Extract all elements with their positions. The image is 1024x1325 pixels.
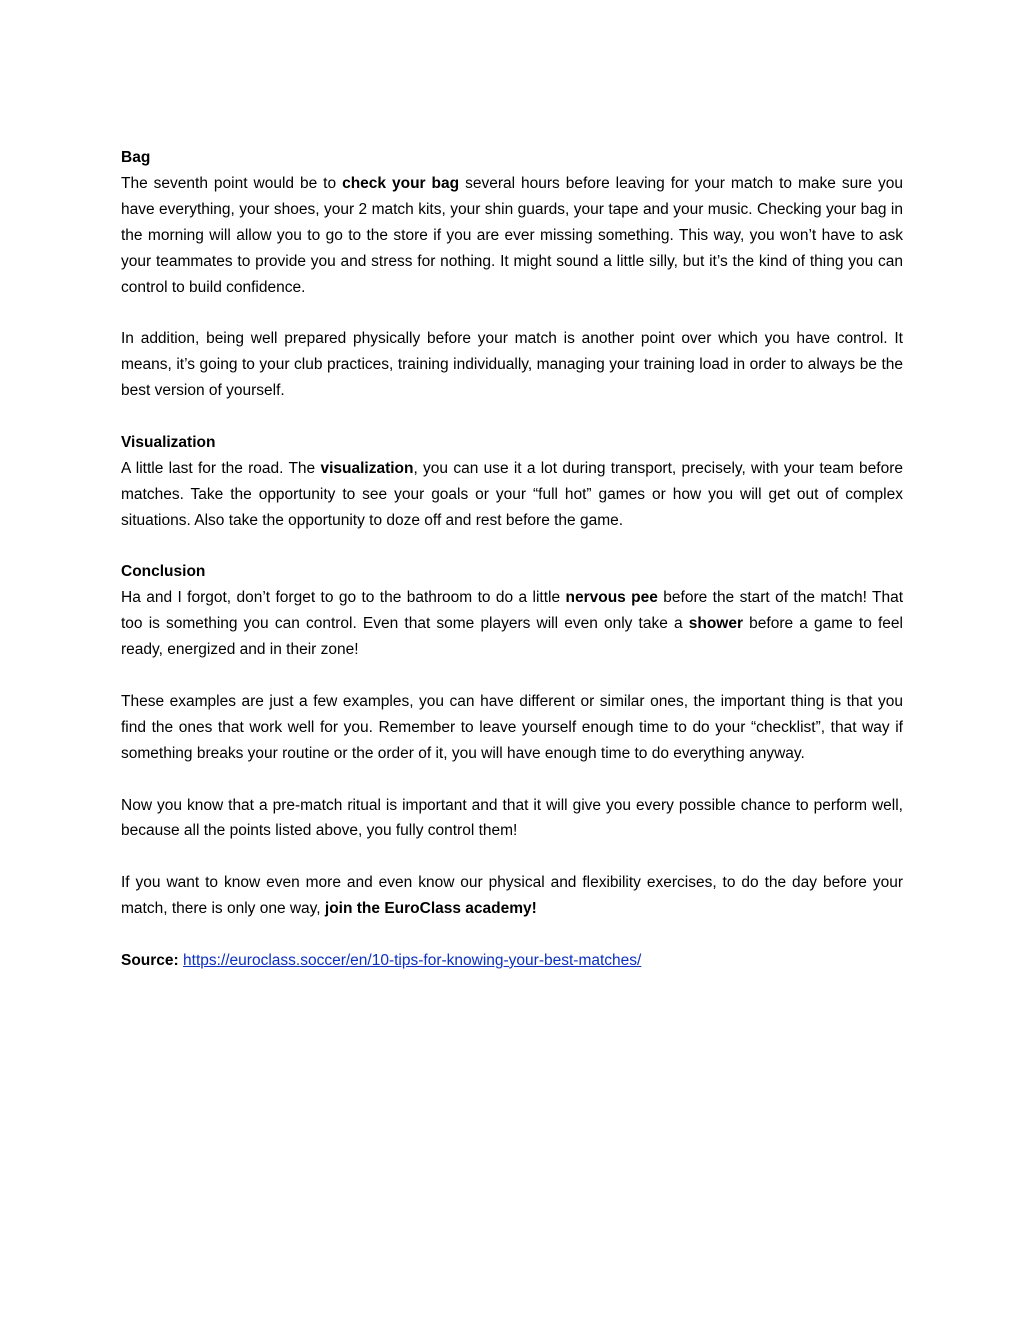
paragraph-spacer (121, 844, 903, 870)
paragraph-spacer (121, 404, 903, 430)
bold-text-check-your-bag: check your bag (342, 174, 460, 192)
conclusion-paragraph-4 (121, 870, 903, 922)
paragraph-spacer (121, 663, 903, 689)
section-heading-bag: Bag (121, 149, 151, 166)
paragraph-spacer (121, 534, 903, 560)
text-run: A little last for the road. The (121, 459, 321, 477)
source-line (121, 948, 903, 974)
conclusion-paragraph-1 (121, 585, 903, 663)
bold-text-join-academy: join the EuroClass academy! (324, 900, 537, 918)
text-run: The seventh point would be to (121, 174, 343, 192)
conclusion-paragraph-2: These examples are just a few examples, you can have different or similar ones, the important thing is that you find the ones that work well for you. Remember to leave yourself enough time to do your “checklist”, that way if something breaks your routine or the order of it, you will have enough time to do everything anyway. (121, 692, 903, 762)
paragraph-spacer (121, 300, 903, 326)
bag-paragraph-2: In addition, being well prepared physically before your match is another point over which you have control. It means, it’s going to your club practices, training individually, managing your training load in order to always be the best version of yourself. (121, 330, 903, 400)
source-label: Source: (121, 951, 179, 969)
text-run: If you want to know even more and even know our physical and flexibility exercises, to do the day before your match, there is only one way, (121, 874, 903, 918)
document-page (121, 145, 903, 974)
text-run: several hours before leaving for your match to make sure you have everything, your shoes, your 2 match kits, your shin guards, your tape and your music. Checking your bag in the morning will allow you to go to the store if you are ever missing something. This way, you won’t have to ask your teammates to provide you and stress for nothing. It might sound a little silly, but it’s the kind of thing you can control to build confidence. (121, 174, 903, 296)
source-link[interactable]: https://euroclass.soccer/en/10-tips-for-knowing-your-best-matches/ (183, 951, 642, 969)
text-run: , you can use it a lot during transport, precisely, with your team before matches. Take the opportunity to see your goals or your “full hot” games or how you will get out of complex situations. Also take the opportunity to doze off and rest before the game. (121, 459, 903, 529)
paragraph-spacer (121, 922, 903, 948)
bold-text-nervous-pee: nervous pee (565, 589, 658, 607)
paragraph-spacer (121, 767, 903, 793)
text-run: Ha and I forgot, don’t forget to go to the bathroom to do a little (121, 589, 566, 607)
bold-text-shower: shower (688, 615, 744, 633)
visualization-paragraph-1 (121, 456, 903, 534)
section-heading-conclusion: Conclusion (121, 563, 206, 581)
text-run: before a game to feel ready, energized and in their zone! (121, 615, 903, 659)
conclusion-paragraph-3: Now you know that a pre-match ritual is important and that it will give you every possible chance to perform well, because all the points listed above, you fully control them! (121, 796, 903, 840)
section-heading-visualization: Visualization (121, 433, 216, 451)
bag-paragraph-1 (121, 171, 903, 301)
text-run: before the start of the match! That too is something you can control. Even that some players will even only take a (121, 589, 904, 633)
bold-text-visualization: visualization (320, 459, 414, 477)
